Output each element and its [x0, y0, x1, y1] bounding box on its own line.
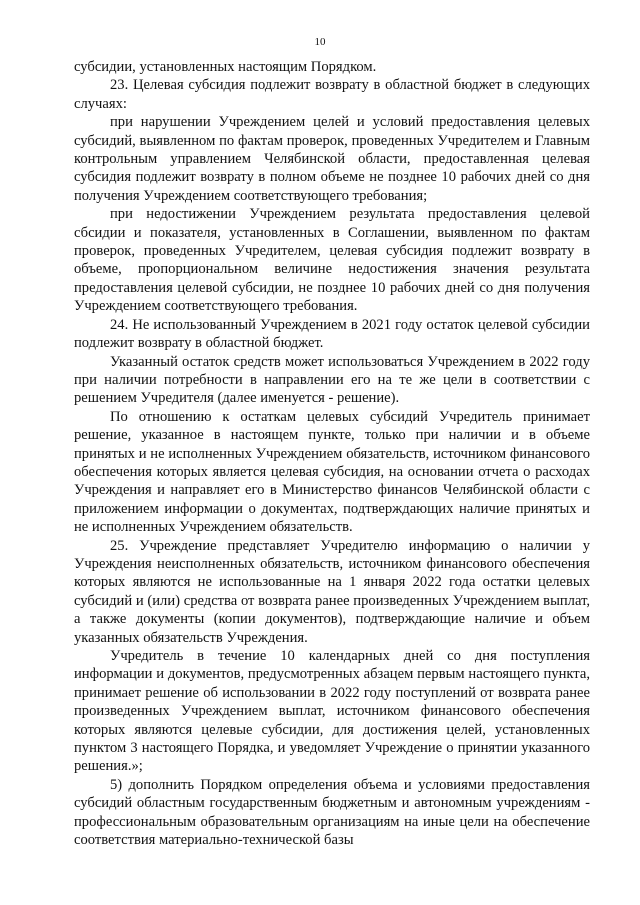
paragraph: 23. Целевая субсидия подлежит возврату в областной бюджет в следующих случаях: [74, 77, 590, 112]
paragraph: Указанный остаток средств может использоваться Учреждением в 2022 году при наличии потребности в направлении его на те же цели в соответствии с решением Учредителя (далее именуется - решение). [74, 353, 590, 407]
paragraph: 24. Не использованный Учреждением в 2021 году остаток целевой субсидии подлежит возврату в областной бюджет. [74, 316, 590, 352]
document-body [74, 58, 590, 849]
paragraph: Учредитель в течение 10 календарных дней со дня поступления информации и документов, предусмотренных абзацем первым настоящего пункта, принимает решение об использовании в 2022 году поступлений от возврата ранее произведенных Учреждением выплат, источником финансового обеспечения которых являются целевые субсидии, для достижения целей, установленных пунктом 3 настоящего Порядка, и уведомляет Учреждение о принятии указанного решения.»; [74, 648, 590, 775]
paragraph: при нарушении Учреждением целей и условий предоставления целевых субсидий, выявленном по фактам проверок, проведенных Учредителем и Главным контрольным управлением Челябинской области, предоставленная целевая субсидия подлежит возврату в полном объеме не позднее 10 рабочих дней со дня получения Учреждением соответствующего требования; [74, 114, 590, 204]
paragraph: 5) дополнить Порядком определения объема и условиями предоставления субсидий областным государственным бюджетным и автономным учреждениям - профессиональным образовательным организациям на иные цели на обеспечение соответствия материально-технической базы [74, 776, 590, 849]
paragraph: 25. Учреждение представляет Учредителю информацию о наличии у Учреждения неисполненных обязательств, источником финансового обеспечения которых являются не использованные на 1 января 2022 года остатки целевых субсидий и (или) средства от возврата ранее произведенных Учреждением выплат, а также документы (копии документов), подтверждающие наличие и объем указанных обязательств Учреждения. [74, 537, 590, 646]
page-number: 10 [314, 36, 326, 48]
paragraph: субсидии, установленных настоящим Порядком. [74, 59, 377, 75]
paragraph: По отношению к остаткам целевых субсидий Учредитель принимает решение, указанное в настоящем пункте, только при наличии и в объеме принятых и не исполненных Учреждением обязательств, источником финансового обеспечения которых является целевая субсидия, на основании отчета о расходах Учреждения и направляет его в Министерство финансов Челябинской области с приложением информации о документах, подтверждающих наличие принятых и не исполненных Учреждением обязательств. [74, 408, 590, 536]
paragraph: при недостижении Учреждением результата предоставления целевой сбсидии и показателя, установленных в Соглашении, выявленном по фактам проверок, проведенных Учредителем, целевая субсидия подлежит возврату в объеме, пропорциональном величине недостижения значения результата предоставления целевой субсидии, не позднее 10 рабочих дней со дня получения Учреждением соответствующего требования. [74, 206, 590, 315]
